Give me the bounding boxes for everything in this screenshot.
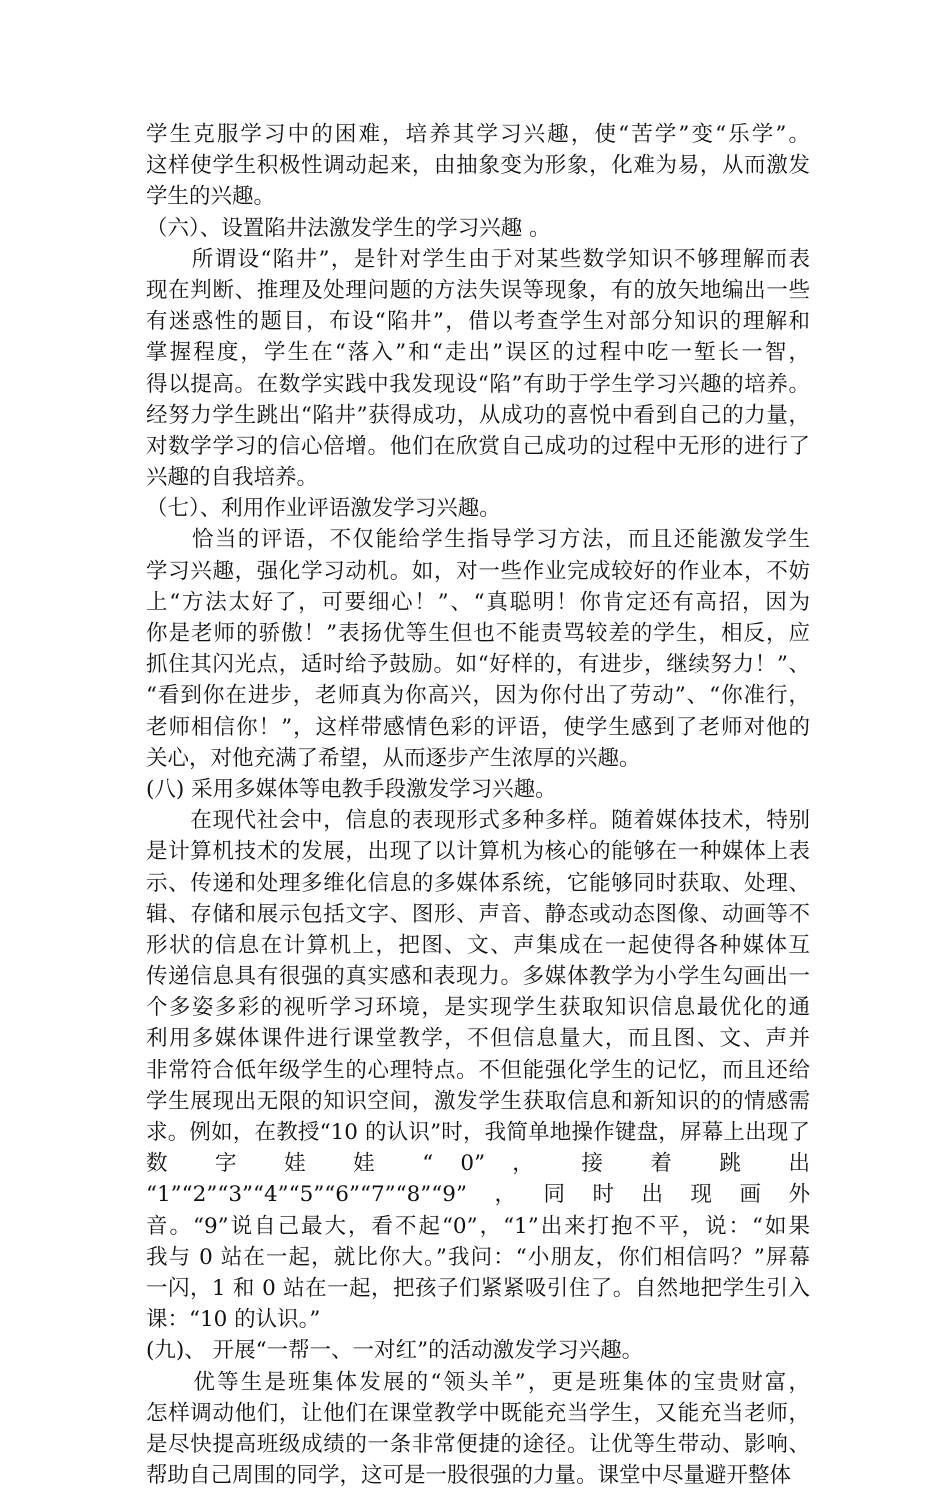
text-line: 优等生是班集体发展的“领头羊”，更是班集体的宝贵财富，	[146, 1367, 810, 1398]
text-line: 所谓设“陷井”，是针对学生由于对某些数学知识不够理解而表	[146, 244, 810, 275]
text-line: 求。例如，在教授“10 的认识”时，我简单地操作键盘，屏幕上出现了	[146, 1117, 810, 1148]
text-line: 传递信息具有很强的真实感和表现力。多媒体教学为小学生勾画出一	[146, 961, 810, 992]
text-line: 辑、存储和展示包括文字、图形、声音、静态或动态图像、动画等不	[146, 899, 810, 930]
text-line: 怎样调动他们，让他们在课堂教学中既能充当学生，又能充当老师，	[146, 1398, 810, 1429]
text-line: 学生克服学习中的困难，培养其学习兴趣，使“苦学”变“乐学”。	[146, 119, 810, 150]
heading-text: （六）、设置陷井法激发学生的学习兴趣 。	[146, 213, 810, 244]
text-line: 学习兴趣，强化学习动机。如，对一些作业完成较好的作业本，不妨	[146, 556, 810, 587]
text-line: 课：“10 的认识。”	[146, 1304, 810, 1335]
heading-text: (八) 采用多媒体等电教手段激发学习兴趣。	[146, 774, 810, 805]
text-line: 一闪，1 和 0 站在一起，把孩子们紧紧吸引住了。自然地把学生引入	[146, 1273, 810, 1304]
text-line: 掌握程度，学生在“落入”和“走出”误区的过程中吃一堑长一智，	[146, 337, 810, 368]
text-line: 利用多媒体课件进行课堂教学，不但信息量大，而且图、文、声并	[146, 1023, 810, 1054]
text-line: 非常符合低年级学生的心理特点。不但能强化学生的记忆，而且还给	[146, 1055, 810, 1086]
text-line: 有迷惑性的题目，布设“陷井”，借以考查学生对部分知识的理解和	[146, 306, 810, 337]
text-line: 关心，对他充满了希望，从而逐步产生浓厚的兴趣。	[146, 743, 810, 774]
body-paragraph	[146, 244, 810, 494]
text-line: 学生展现出无限的知识空间，激发学生获取信息和新知识的的情感需	[146, 1086, 810, 1117]
text-line: 学生的兴趣。	[146, 181, 810, 212]
text-line: 在现代社会中，信息的表现形式多种多样。随着媒体技术，特别	[146, 805, 810, 836]
text-line: 这样使学生积极性调动起来，由抽象变为形象，化难为易，从而激发	[146, 150, 810, 181]
text-line: 个多姿多彩的视听学习环境，是实现学生获取知识信息最优化的通	[146, 992, 810, 1023]
text-line: 数 字 娃 娃 “ 0” ， 接 着 跳 出	[146, 1148, 810, 1179]
text-line: 上“方法太好了，可要细心！”、“真聪明！你肯定还有高招，因为	[146, 587, 810, 618]
text-line: 是尽快提高班级成绩的一条非常便捷的途径。让优等生带动、影响、	[146, 1429, 810, 1460]
text-line: 形状的信息在计算机上，把图、文、声集成在一起使得各种媒体互	[146, 930, 810, 961]
section-heading	[146, 213, 810, 244]
heading-text: （七）、利用作业评语激发学习兴趣。	[146, 493, 810, 524]
text-line: 抓住其闪光点，适时给予鼓励。如“好样的，有进步，继续努力！”、	[146, 649, 810, 680]
text-line: 对数学学习的信心倍增。他们在欣赏自己成功的过程中无形的进行了	[146, 431, 810, 462]
text-line: 你是老师的骄傲！”表扬优等生但也不能责骂较差的学生，相反，应	[146, 618, 810, 649]
text-line: 示、传递和处理多维化信息的多媒体系统，它能够同时获取、处理、	[146, 868, 810, 899]
section-heading	[146, 1335, 810, 1366]
text-line: 帮助自己周围的同学，这可是一股很强的力量。课堂中尽量避开整体	[146, 1460, 810, 1491]
text-line: 现在判断、推理及处理问题的方法失误等现象，有的放矢地编出一些	[146, 275, 810, 306]
text-line: 得以提高。在数学实践中我发现设“陷”有助于学生学习兴趣的培养。	[146, 369, 810, 400]
text-line: 我与 0 站在一起，就比你大。”我问：“小朋友，你们相信吗？”屏幕	[146, 1242, 810, 1273]
text-line: 恰当的评语，不仅能给学生指导学习方法，而且还能激发学生	[146, 524, 810, 555]
section-heading	[146, 774, 810, 805]
text-line: “1”“2”“3”“4”“5”“6”“7”“8”“9”，同时出现画外	[146, 1179, 810, 1210]
document-body-text	[146, 119, 810, 1491]
text-line: 兴趣的自我培养。	[146, 462, 810, 493]
body-paragraph	[146, 524, 810, 774]
text-line: 音。“9”说自己最大，看不起“0”，“1”出来打抱不平，说：“如果	[146, 1211, 810, 1242]
text-line: 经努力学生跳出“陷井”获得成功，从成功的喜悦中看到自己的力量，	[146, 400, 810, 431]
heading-text: (九)、 开展“一帮一、一对红”的活动激发学习兴趣。	[146, 1335, 810, 1366]
body-paragraph	[146, 119, 810, 213]
text-line: “看到你在进步，老师真为你高兴，因为你付出了劳动”、“你准行，	[146, 680, 810, 711]
text-line: 是计算机技术的发展，出现了以计算机为核心的能够在一种媒体上表	[146, 836, 810, 867]
body-paragraph	[146, 1367, 810, 1491]
section-heading	[146, 493, 810, 524]
text-line: 老师相信你！”，这样带感情色彩的评语，使学生感到了老师对他的	[146, 712, 810, 743]
body-paragraph	[146, 805, 810, 1335]
